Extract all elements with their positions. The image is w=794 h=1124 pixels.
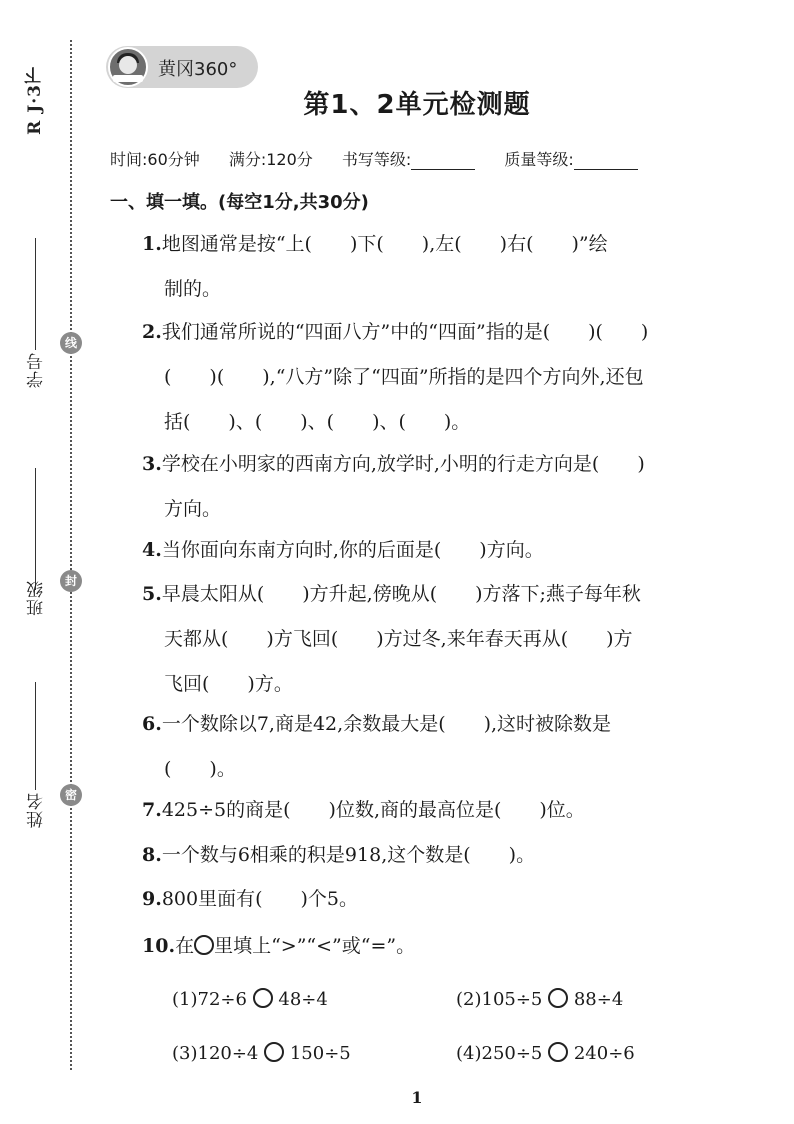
page-number: 1 — [411, 1088, 423, 1107]
answer-circle-2[interactable] — [548, 988, 568, 1008]
question-5: 5.早晨太阳从( )方升起,傍晚从( )方落下;燕子每年秋 天都从( )方飞回( )方过冬,来年春天再从( )方 飞回( )方。 — [142, 583, 641, 695]
exam-meta — [110, 147, 638, 170]
cut-line — [70, 40, 72, 1070]
compare-circle-icon — [194, 935, 214, 955]
compare-item-2: (2)105÷5 88÷4 — [456, 989, 624, 1010]
quality-grade-field[interactable] — [574, 151, 638, 170]
class-line[interactable] — [35, 468, 36, 590]
binding-margin — [0, 0, 100, 1124]
question-8: 8.一个数与6相乘的积是918,这个数是( )。 — [142, 844, 536, 866]
brand-badge — [106, 46, 258, 88]
score-label: 满分:120分 — [228, 150, 313, 169]
page-title: 第1、2单元检测题 — [303, 90, 531, 120]
answer-circle-1[interactable] — [253, 988, 273, 1008]
seal-line-mark: 线 — [60, 332, 82, 354]
question-1: 1.地图通常是按“上( )下( ),左( )右( )”绘 制的。 — [142, 233, 608, 300]
section-heading: 一、填一填。(每空1分,共30分) — [110, 192, 369, 213]
seal-seal-mark: 封 — [60, 570, 82, 592]
name-line[interactable] — [35, 682, 36, 790]
compare-item-4: (4)250÷5 240÷6 — [456, 1043, 635, 1064]
answer-circle-4[interactable] — [548, 1042, 568, 1062]
compare-item-1: (1)72÷6 48÷4 — [172, 989, 328, 1010]
brand-logo-icon — [108, 47, 148, 87]
class-label: 班级 — [27, 580, 47, 616]
time-label: 时间:60分钟 — [110, 150, 200, 169]
question-4: 4.当你面向东南方向时,你的后面是( )方向。 — [142, 539, 544, 561]
quality-grade-label: 质量等级: — [504, 150, 574, 169]
question-3: 3.学校在小明家的西南方向,放学时,小明的行走方向是( ) 方向。 — [142, 453, 645, 520]
question-10: 10.在 里填上“>”“<”或“=”。 — [142, 935, 416, 957]
student-id-label: 学号 — [27, 352, 47, 388]
edition-label: R J·3下 — [25, 66, 45, 135]
writing-grade-label: 书写等级: — [341, 150, 412, 169]
question-7: 7.425÷5的商是( )位数,商的最高位是( )位。 — [142, 799, 585, 821]
question-9: 9.800里面有( )个5。 — [142, 888, 359, 910]
student-id-line[interactable] — [35, 238, 36, 350]
brand-name: 黄冈360° — [158, 59, 238, 80]
name-label: 姓名 — [27, 792, 47, 828]
seal-dense-mark: 密 — [60, 784, 82, 806]
question-2: 2.我们通常所说的“四面八方”中的“四面”指的是( )( ) ( )( ),“八方”除了“四面”所指的是四个方向外,还包 括( )、( )、( )、( )。 — [142, 321, 649, 433]
question-6: 6.一个数除以7,商是42,余数最大是( ),这时被除数是 ( )。 — [142, 713, 612, 780]
answer-circle-3[interactable] — [264, 1042, 284, 1062]
compare-item-3: (3)120÷4 150÷5 — [172, 1043, 351, 1064]
writing-grade-field[interactable] — [411, 151, 475, 170]
